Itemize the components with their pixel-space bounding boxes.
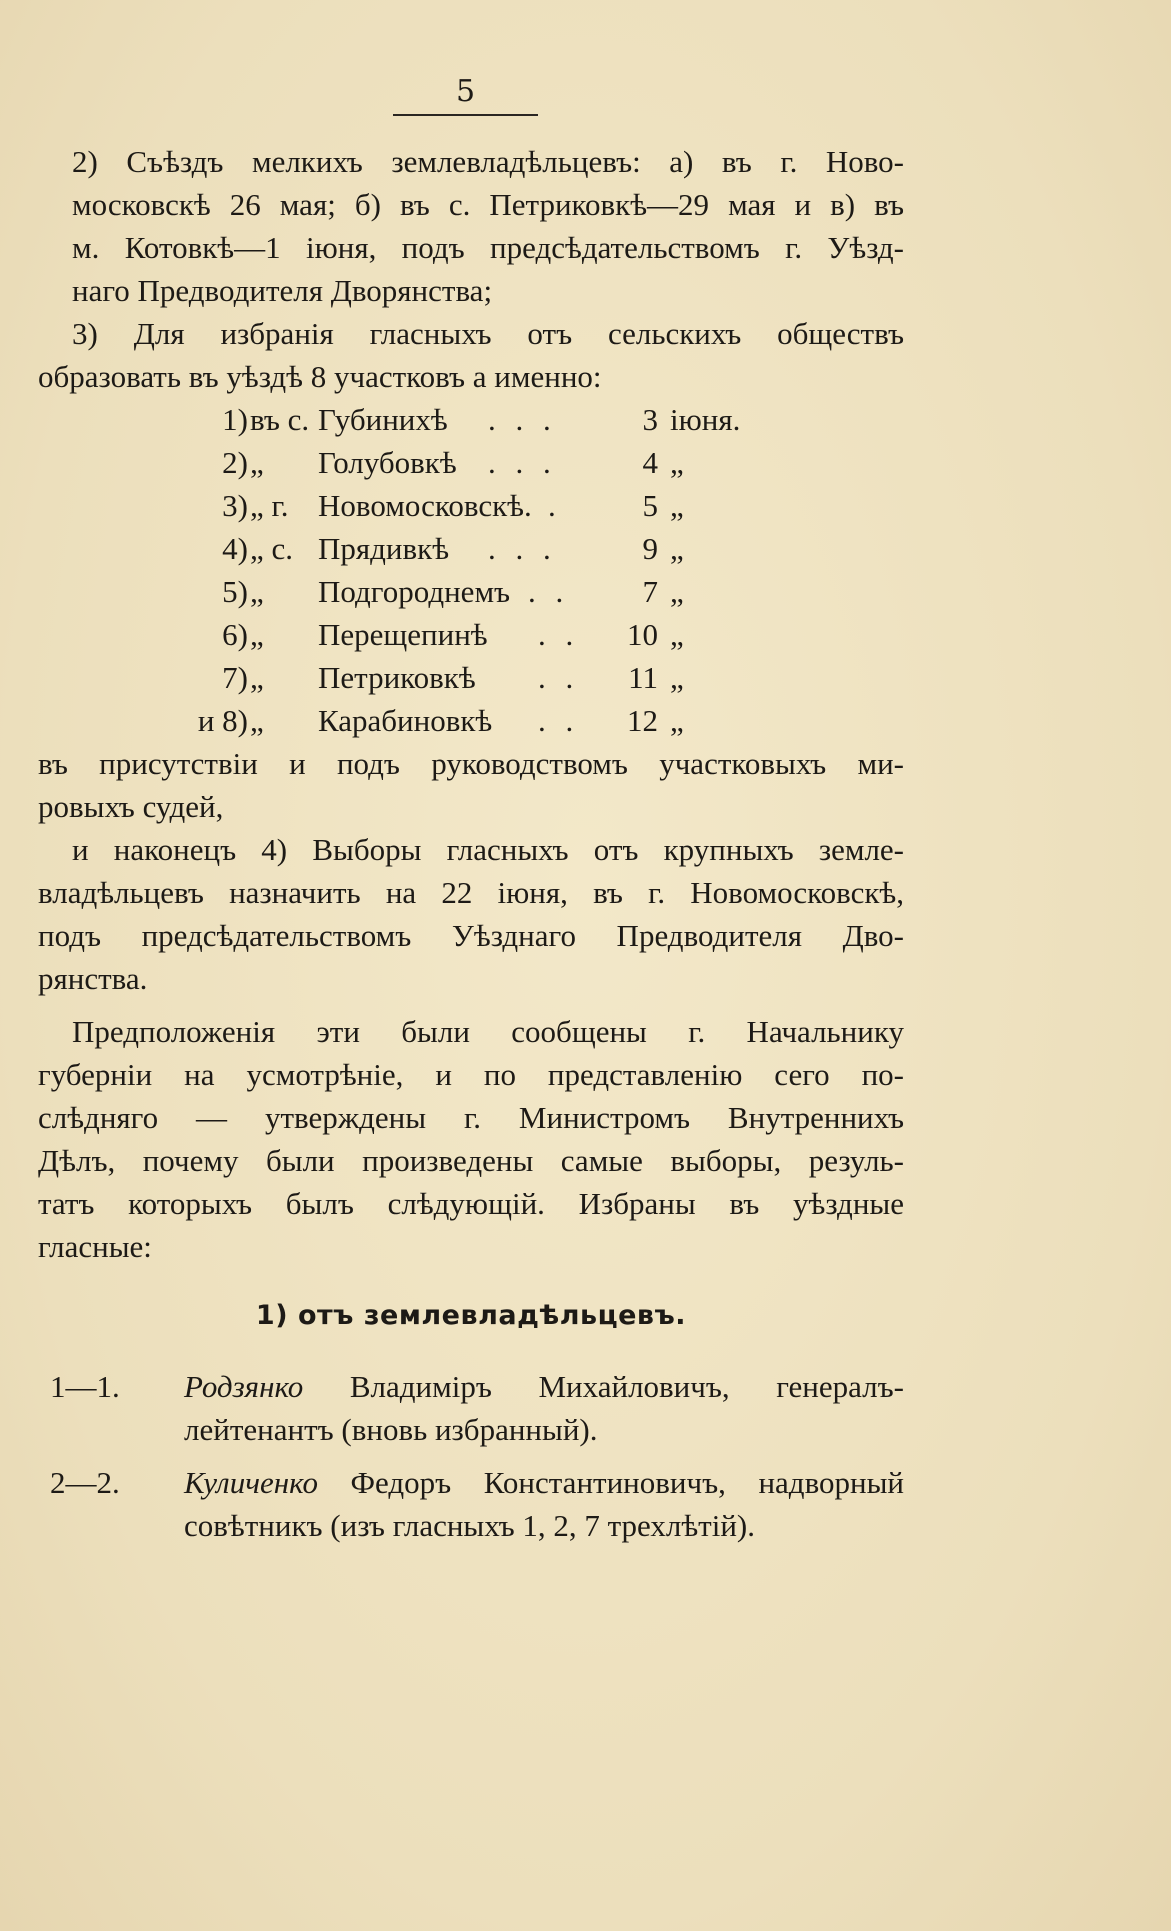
item-month: „: [670, 445, 684, 480]
text-line: Дѣлъ, почему были произведены самые выборы, резуль-: [38, 1143, 904, 1178]
section-heading: 1) отъ землевладѣльцевъ.: [255, 1300, 687, 1331]
list-item: [38, 613, 904, 656]
paragraph-large-landowners: [38, 828, 904, 1000]
item-month: „: [670, 703, 684, 738]
item-number: 3): [222, 488, 248, 523]
text-line: губерніи на усмотрѣніе, и по представленію сего по-: [38, 1057, 904, 1092]
text-line: слѣдняго — утверждены г. Министромъ Внутреннихъ: [38, 1100, 904, 1135]
item-prefix: въ с.: [250, 402, 310, 437]
text-line: подъ предсѣдательствомъ Уѣзднаго Предводителя Дво-: [38, 918, 904, 953]
paragraph-village-districts: [38, 312, 904, 398]
item-number: и 8): [197, 703, 248, 738]
item-day: 12: [627, 703, 658, 738]
item-prefix: „: [250, 660, 264, 695]
item-day: 11: [628, 660, 658, 695]
item-leader-dots: . . .: [488, 445, 557, 480]
item-number: 2): [222, 445, 248, 480]
entry-number: 2—2.: [50, 1465, 120, 1500]
item-prefix: „ с.: [250, 531, 294, 566]
list-item: [38, 1365, 904, 1451]
item-number: 1): [222, 402, 248, 437]
entry-text: Владиміръ Михайловичъ, генералъ-лейтенантъ (вновь избранный).: [184, 1369, 904, 1447]
text-line: наго Предводителя Дворянства;: [72, 273, 493, 308]
list-item: [38, 441, 904, 484]
item-month: „: [670, 660, 684, 695]
item-month: „: [670, 617, 684, 652]
item-number: 6): [222, 617, 248, 652]
item-place: Голубовкѣ: [318, 445, 457, 480]
entry-text: Федоръ Константиновичъ, надворный совѣтникъ (изъ гласныхъ 1, 2, 7 трехлѣтій).: [184, 1465, 905, 1543]
item-leader-dots: . .: [528, 574, 570, 609]
text-line: владѣльцевъ назначить на 22 іюня, въ г. Новомосковскѣ,: [38, 875, 904, 910]
item-number: 4): [222, 531, 248, 566]
text-line: и наконецъ 4) Выборы гласныхъ отъ крупныхъ земле-: [72, 832, 904, 867]
item-month: „: [670, 531, 684, 566]
list-item: [38, 1461, 904, 1547]
text-line: татъ которыхъ былъ слѣдующій. Избраны въ уѣздные: [38, 1186, 904, 1221]
item-leader-dots: .: [548, 488, 562, 523]
item-place: Губинихѣ: [318, 402, 448, 437]
item-prefix: „: [250, 574, 264, 609]
item-prefix: „: [250, 445, 264, 480]
entry-surname: Куличенко: [184, 1465, 318, 1500]
item-number: 7): [222, 660, 248, 695]
item-day: 10: [627, 617, 658, 652]
item-place: Подгороднемъ: [318, 574, 511, 609]
item-place: Новомосковскѣ.: [318, 488, 532, 523]
item-leader-dots: . . .: [488, 531, 557, 566]
item-month: іюня.: [670, 402, 741, 437]
item-day: 9: [642, 531, 658, 566]
list-item: [38, 656, 904, 699]
text-line: рянства.: [38, 961, 148, 996]
item-month: „: [670, 574, 684, 609]
item-place: Перещепинѣ: [318, 617, 488, 652]
paragraph-congress-small-landowners: [38, 140, 904, 312]
item-place: Карабиновкѣ: [318, 703, 493, 738]
text-line: 3) Для избранія гласныхъ отъ сельскихъ обществъ: [72, 316, 904, 351]
entry-surname: Родзянко: [184, 1369, 304, 1404]
paragraph-after-list: [38, 742, 904, 828]
item-leader-dots: . .: [538, 703, 580, 738]
text-line: образовать въ уѣздѣ 8 участковъ а именно:: [38, 359, 602, 394]
text-line: гласные:: [38, 1229, 152, 1264]
item-day: 3: [642, 402, 658, 437]
list-item: [38, 484, 904, 527]
page-number: 5: [393, 72, 538, 116]
list-item: [38, 570, 904, 613]
item-leader-dots: . . .: [488, 402, 557, 437]
text-line: московскѣ 26 мая; б) въ с. Петриковкѣ—29 мая и в) въ: [72, 187, 904, 222]
item-prefix: „ г.: [250, 488, 289, 523]
page-body: [38, 140, 904, 1557]
item-place: Петриковкѣ: [318, 660, 476, 695]
district-list: [38, 398, 904, 742]
list-item: [38, 527, 904, 570]
item-leader-dots: . .: [538, 660, 580, 695]
entry-number: 1—1.: [50, 1369, 120, 1404]
item-place: Прядивкѣ: [318, 531, 450, 566]
item-prefix: „: [250, 703, 264, 738]
list-item: [38, 398, 904, 441]
item-number: 5): [222, 574, 248, 609]
paragraph-approval: [38, 1010, 904, 1268]
item-prefix: „: [250, 617, 264, 652]
text-line: въ присутствіи и подъ руководствомъ участковыхъ ми-: [38, 746, 904, 781]
text-line: 2) Съѣздъ мелкихъ землевладѣльцевъ: а) въ г. Ново-: [72, 144, 904, 179]
item-day: 7: [642, 574, 658, 609]
text-line: м. Котовкѣ—1 іюня, подъ предсѣдательствомъ г. Уѣзд-: [72, 230, 904, 265]
item-leader-dots: . .: [538, 617, 580, 652]
text-line: Предположенія эти были сообщены г. Начальнику: [72, 1014, 904, 1049]
text-line: ровыхъ судей,: [38, 789, 224, 824]
item-day: 5: [642, 488, 658, 523]
list-item: [38, 699, 904, 742]
item-month: „: [670, 488, 684, 523]
item-day: 4: [642, 445, 658, 480]
